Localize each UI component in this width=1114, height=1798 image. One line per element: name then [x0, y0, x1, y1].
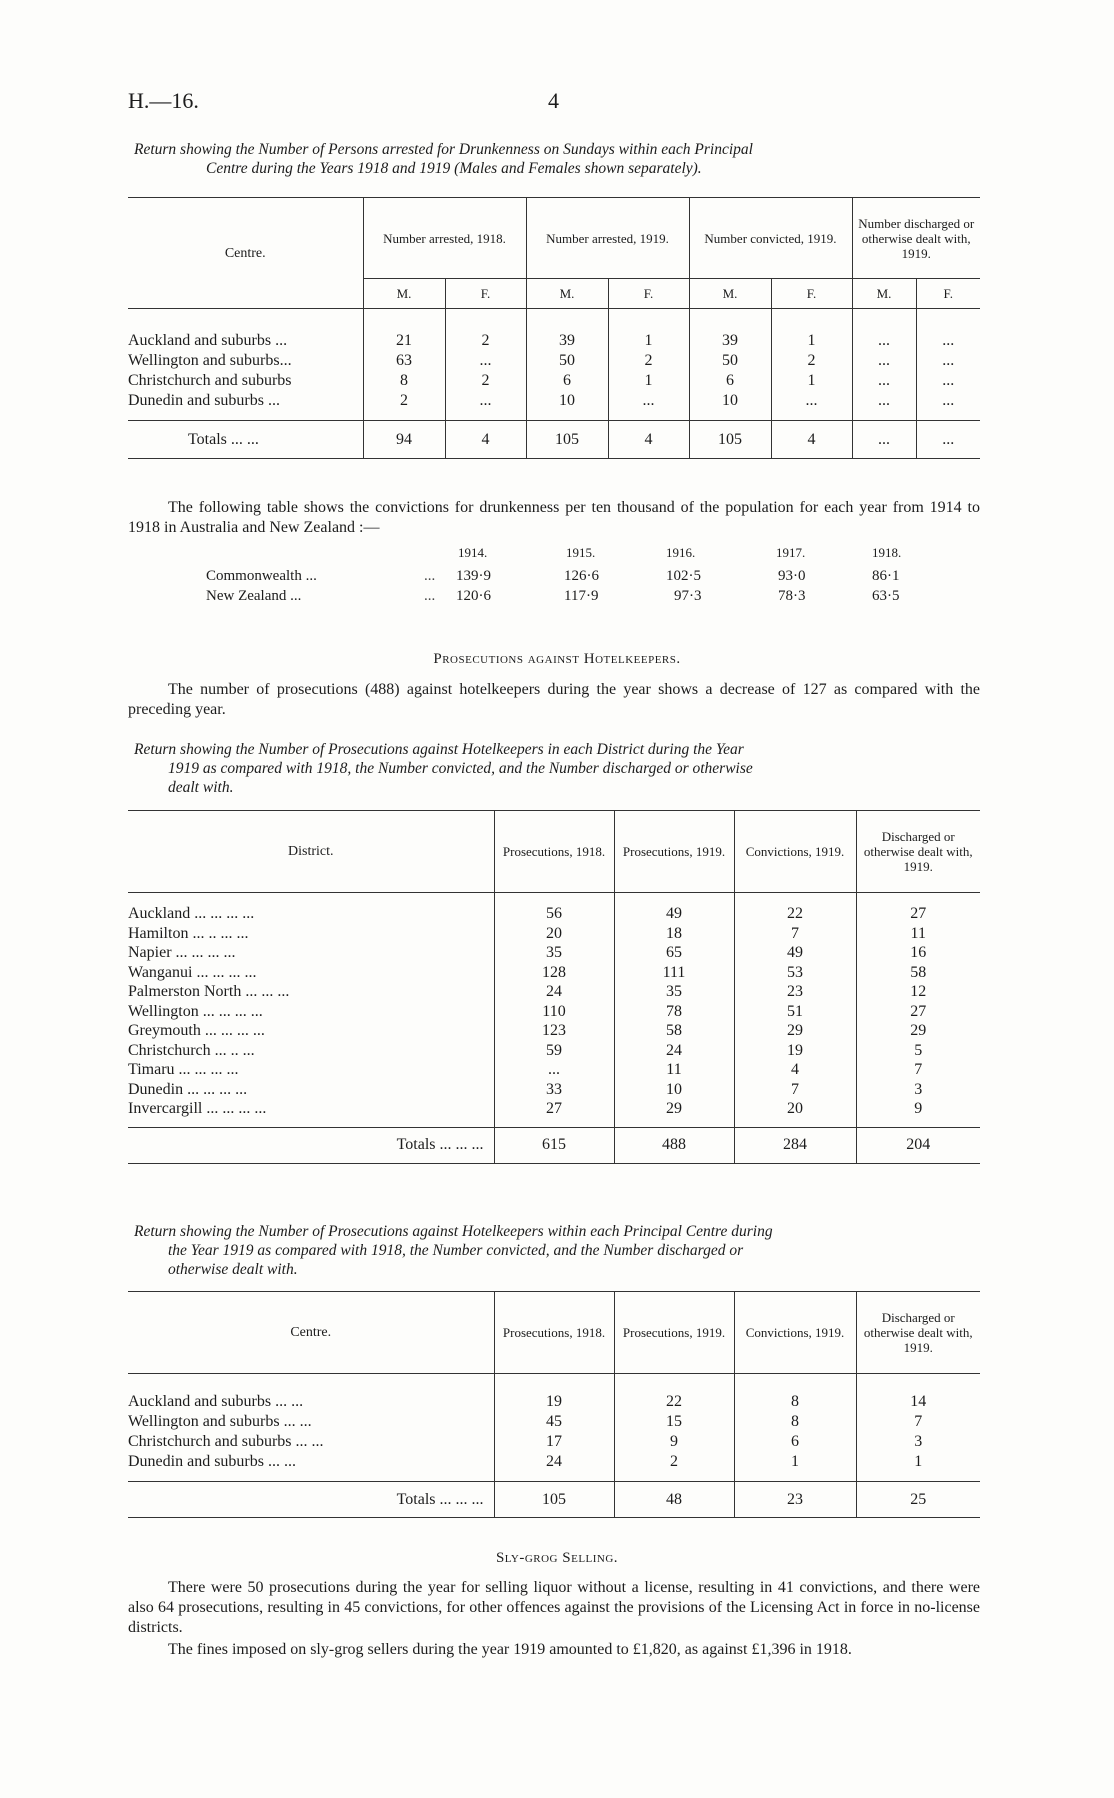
table-row [128, 963, 980, 983]
table-row [128, 371, 980, 391]
row-label: Wanganui ... ... ... ... [128, 963, 257, 981]
totals-row [128, 1482, 980, 1518]
totals-row [128, 421, 980, 459]
cell: 1 [608, 371, 689, 391]
col-m: M. [852, 279, 916, 309]
cell: ... [916, 391, 980, 411]
cell: 128 [494, 963, 614, 983]
cell: 50 [526, 351, 608, 371]
cell: 22 [734, 905, 856, 925]
row-label: Dunedin ... ... ... ... [128, 1080, 248, 1098]
cell: 35 [614, 983, 734, 1003]
cell: 123 [494, 1022, 614, 1042]
cell: 29 [614, 1100, 734, 1120]
col-district: District. [288, 844, 334, 859]
cell: 110 [494, 1002, 614, 1022]
table-row [128, 1432, 980, 1452]
report-reference: H.—16. [128, 88, 199, 113]
col-f: F. [608, 279, 689, 309]
row-label: Hamilton ... .. ... ... [128, 924, 249, 942]
paragraph-slygrog-prosecutions: There were 50 prosecutions during the year for selling liquor without a license, resulting in 41 convictions, and there were also 64 prosecutions, resulting in 45 convictions, for other offences against the provisions of the Licensing Act in force in no-license districts. [128, 1579, 980, 1636]
cell: 111 [614, 963, 734, 983]
cell: 10 [526, 391, 608, 411]
cell: 48 [614, 1482, 734, 1518]
caption-line: the Year 1919 as compared with 1918, the Number convicted, and the Number discharged or [168, 1242, 744, 1259]
cell: 23 [734, 1482, 856, 1518]
col-prosecutions-1919: Prosecutions, 1919. [614, 811, 734, 893]
totals-label: Totals ... ... ... [396, 1490, 484, 1508]
cell: 102·5 [666, 568, 701, 584]
cell: 204 [856, 1127, 980, 1163]
cell: 16 [856, 944, 980, 964]
cell: 10 [689, 391, 771, 411]
cell: ... [494, 1061, 614, 1081]
cell: 120·6 [456, 588, 491, 604]
centre-prosecutions-table [128, 1291, 980, 1518]
cell: 1 [771, 371, 852, 391]
cell: 3 [856, 1432, 980, 1452]
cell: 78·3 [778, 588, 806, 604]
cell: 1 [771, 331, 852, 351]
row-label: Commonwealth ... [206, 568, 317, 584]
cell: 24 [494, 1452, 614, 1472]
caption-line: otherwise dealt with. [168, 1261, 298, 1278]
cell: 2 [445, 331, 526, 351]
caption-line: Return showing the Number of Prosecutions against Hotelkeepers within each Principal Centre during [134, 1223, 773, 1240]
cell: ... [445, 351, 526, 371]
caption-line: Return showing the Number of Persons arrested for Drunkenness on Sundays within each Principal [134, 141, 753, 158]
cell: 45 [494, 1412, 614, 1432]
cell: 8 [734, 1392, 856, 1412]
cell: 2 [614, 1452, 734, 1472]
cell: 284 [734, 1127, 856, 1163]
table-row [128, 1041, 980, 1061]
col-f: F. [916, 279, 980, 309]
year-header: 1914. [458, 545, 488, 560]
col-arrested-1918: Number arrested, 1918. [363, 198, 526, 279]
cell: 126·6 [564, 568, 599, 584]
cell: 24 [614, 1041, 734, 1061]
caption-line: Return showing the Number of Prosecutions against Hotelkeepers in each District during the Year [134, 741, 744, 758]
cell: 56 [494, 905, 614, 925]
cell: 139·9 [456, 568, 491, 584]
cell: ... [852, 371, 916, 391]
page-number: 4 [548, 88, 559, 113]
cell: 50 [689, 351, 771, 371]
row-label: Wellington and suburbs... [128, 351, 292, 369]
paragraph-prosecutions: The number of prosecutions (488) against hotelkeepers during the year shows a decrease of 127 as compared with the preceding year. [128, 681, 980, 718]
cell: 6 [734, 1432, 856, 1452]
table-row [128, 1061, 980, 1081]
cell: 105 [689, 421, 771, 459]
cell: 7 [856, 1061, 980, 1081]
cell: 58 [856, 963, 980, 983]
cell: ... [916, 331, 980, 351]
year-header: 1916. [666, 545, 696, 560]
section-heading-prosecutions: Prosecutions against Hotelkeepers. [433, 651, 681, 667]
cell: ... [852, 331, 916, 351]
col-discharged-1919: Number discharged or otherwise dealt with, 1919. [852, 198, 980, 279]
row-label: Wellington and suburbs ... ... [128, 1412, 312, 1430]
row-label: Christchurch ... .. ... [128, 1041, 255, 1059]
cell: 23 [734, 983, 856, 1003]
col-discharged-1919: Discharged or otherwise dealt with, 1919. [856, 811, 980, 893]
year-header: 1915. [566, 545, 596, 560]
col-f: F. [771, 279, 852, 309]
table-row [128, 983, 980, 1003]
cell: 21 [363, 331, 445, 351]
cell: ... [445, 391, 526, 411]
cell: 49 [734, 944, 856, 964]
cell: 15 [614, 1412, 734, 1432]
cell: 86·1 [872, 568, 900, 584]
table-row [128, 1022, 980, 1042]
col-convicted-1919: Number convicted, 1919. [689, 198, 852, 279]
cell: 6 [689, 371, 771, 391]
table-row [128, 1392, 980, 1412]
cell: 1 [734, 1452, 856, 1472]
row-label: Christchurch and suburbs [128, 371, 292, 389]
cell: 105 [494, 1482, 614, 1518]
row-label: Dunedin and suburbs ... [128, 391, 280, 409]
cell: 93·0 [778, 568, 806, 584]
totals-label: Totals ... ... [188, 430, 259, 448]
caption-line: Centre during the Years 1918 and 1919 (Males and Females shown separately). [206, 160, 702, 177]
col-arrested-1919: Number arrested, 1919. [526, 198, 689, 279]
table1-caption [134, 140, 980, 178]
table-row [128, 1080, 980, 1100]
cell: 117·9 [564, 588, 599, 604]
caption-line: 1919 as compared with 1918, the Number convicted, and the Number discharged or otherwise [168, 760, 753, 777]
caption-line: dealt with. [168, 779, 234, 796]
col-m: M. [363, 279, 445, 309]
cell: 27 [494, 1100, 614, 1120]
cell: 12 [856, 983, 980, 1003]
cell: 63 [363, 351, 445, 371]
table-row [128, 1002, 980, 1022]
cell: 78 [614, 1002, 734, 1022]
row-label: Dunedin and suburbs ... ... [128, 1452, 296, 1470]
cell: 8 [734, 1412, 856, 1432]
table-row [128, 351, 980, 371]
paragraph-population-rate: The following table shows the convictions for drunkenness per ten thousand of the population for each year from 1914 to 1918 in Australia and New Zealand :— [128, 499, 980, 536]
table2-caption [134, 740, 980, 797]
table-row [128, 944, 980, 964]
cell: 14 [856, 1392, 980, 1412]
cell: 19 [734, 1041, 856, 1061]
cell: 58 [614, 1022, 734, 1042]
cell: 33 [494, 1080, 614, 1100]
row-label: New Zealand ... [206, 588, 302, 604]
col-discharged-1919: Discharged or otherwise dealt with, 1919. [856, 1292, 980, 1374]
table-row [128, 391, 980, 411]
leader-dots: ... [424, 588, 436, 604]
cell: 19 [494, 1392, 614, 1412]
cell: 2 [445, 371, 526, 391]
table-row [128, 1412, 980, 1432]
cell: 53 [734, 963, 856, 983]
cell: ... [852, 351, 916, 371]
table-row [128, 1100, 980, 1120]
cell: 17 [494, 1432, 614, 1452]
cell: 9 [614, 1432, 734, 1452]
row-label: Auckland ... ... ... ... [128, 905, 255, 923]
cell: 25 [856, 1482, 980, 1518]
cell: 7 [734, 924, 856, 944]
table-row [128, 924, 980, 944]
cell: 22 [614, 1392, 734, 1412]
cell: 8 [363, 371, 445, 391]
col-prosecutions-1919: Prosecutions, 1919. [614, 1292, 734, 1374]
cell: 29 [734, 1022, 856, 1042]
cell: 65 [614, 944, 734, 964]
cell: 488 [614, 1127, 734, 1163]
col-convictions-1919: Convictions, 1919. [734, 811, 856, 893]
row-label: Auckland and suburbs ... ... [128, 1392, 304, 1410]
totals-label: Totals ... ... ... [396, 1136, 484, 1153]
cell: 24 [494, 983, 614, 1003]
cell: ... [916, 421, 980, 459]
leader-dots: ... [424, 568, 436, 584]
table-row [128, 1452, 980, 1472]
cell: 63·5 [872, 588, 900, 604]
year-header: 1918. [872, 545, 902, 560]
cell: 4 [734, 1061, 856, 1081]
cell: 35 [494, 944, 614, 964]
row-label: Napier ... ... ... ... [128, 944, 236, 962]
cell: ... [771, 391, 852, 411]
cell: 2 [363, 391, 445, 411]
cell: 18 [614, 924, 734, 944]
cell: 27 [856, 1002, 980, 1022]
cell: 4 [445, 421, 526, 459]
cell: 3 [856, 1080, 980, 1100]
row-label: Wellington ... ... ... ... [128, 1002, 263, 1020]
cell: 1 [608, 331, 689, 351]
cell: 2 [771, 351, 852, 371]
cell: 105 [526, 421, 608, 459]
cell: 20 [734, 1100, 856, 1120]
cell: 7 [734, 1080, 856, 1100]
cell: 11 [614, 1061, 734, 1081]
cell: 20 [494, 924, 614, 944]
cell: 94 [363, 421, 445, 459]
cell: 7 [856, 1412, 980, 1432]
cell: 49 [614, 905, 734, 925]
district-prosecutions-table [128, 810, 980, 1164]
table-row [128, 331, 980, 351]
cell: 6 [526, 371, 608, 391]
cell: 5 [856, 1041, 980, 1061]
cell: 4 [771, 421, 852, 459]
cell: ... [852, 421, 916, 459]
cell: 59 [494, 1041, 614, 1061]
table-row [128, 905, 980, 925]
cell: 97·3 [674, 588, 702, 604]
paragraph-slygrog-fines: The fines imposed on sly-grog sellers during the year 1919 amounted to £1,820, as against £1,396 in 1918. [168, 1641, 852, 1658]
col-m: M. [526, 279, 608, 309]
cell: 39 [689, 331, 771, 351]
cell: ... [608, 391, 689, 411]
col-centre: Centre. [290, 1325, 332, 1340]
cell: 9 [856, 1100, 980, 1120]
cell: 10 [614, 1080, 734, 1100]
cell: ... [916, 371, 980, 391]
year-header: 1917. [776, 545, 806, 560]
cell: 27 [856, 905, 980, 925]
cell: 1 [856, 1452, 980, 1472]
table3-caption [134, 1222, 980, 1279]
row-label: Auckland and suburbs ... [128, 331, 288, 349]
col-prosecutions-1918: Prosecutions, 1918. [494, 1292, 614, 1374]
cell: 615 [494, 1127, 614, 1163]
col-f: F. [445, 279, 526, 309]
cell: ... [852, 391, 916, 411]
row-label: Palmerston North ... ... ... [128, 983, 290, 1001]
row-label: Christchurch and suburbs ... ... [128, 1432, 324, 1450]
cell: 29 [856, 1022, 980, 1042]
col-m: M. [689, 279, 771, 309]
cell: 39 [526, 331, 608, 351]
drunkenness-arrests-table [128, 197, 980, 459]
col-convictions-1919: Convictions, 1919. [734, 1292, 856, 1374]
col-prosecutions-1918: Prosecutions, 1918. [494, 811, 614, 893]
cell: ... [916, 351, 980, 371]
totals-row [128, 1127, 980, 1163]
col-centre: Centre. [224, 245, 266, 261]
row-label: Timaru ... ... ... ... [128, 1061, 239, 1079]
cell: 2 [608, 351, 689, 371]
cell: 11 [856, 924, 980, 944]
cell: 4 [608, 421, 689, 459]
row-label: Invercargill ... ... ... ... [128, 1100, 267, 1118]
cell: 51 [734, 1002, 856, 1022]
section-heading-slygrog: Sly-grog Selling. [495, 1550, 619, 1566]
row-label: Greymouth ... ... ... ... [128, 1022, 265, 1040]
